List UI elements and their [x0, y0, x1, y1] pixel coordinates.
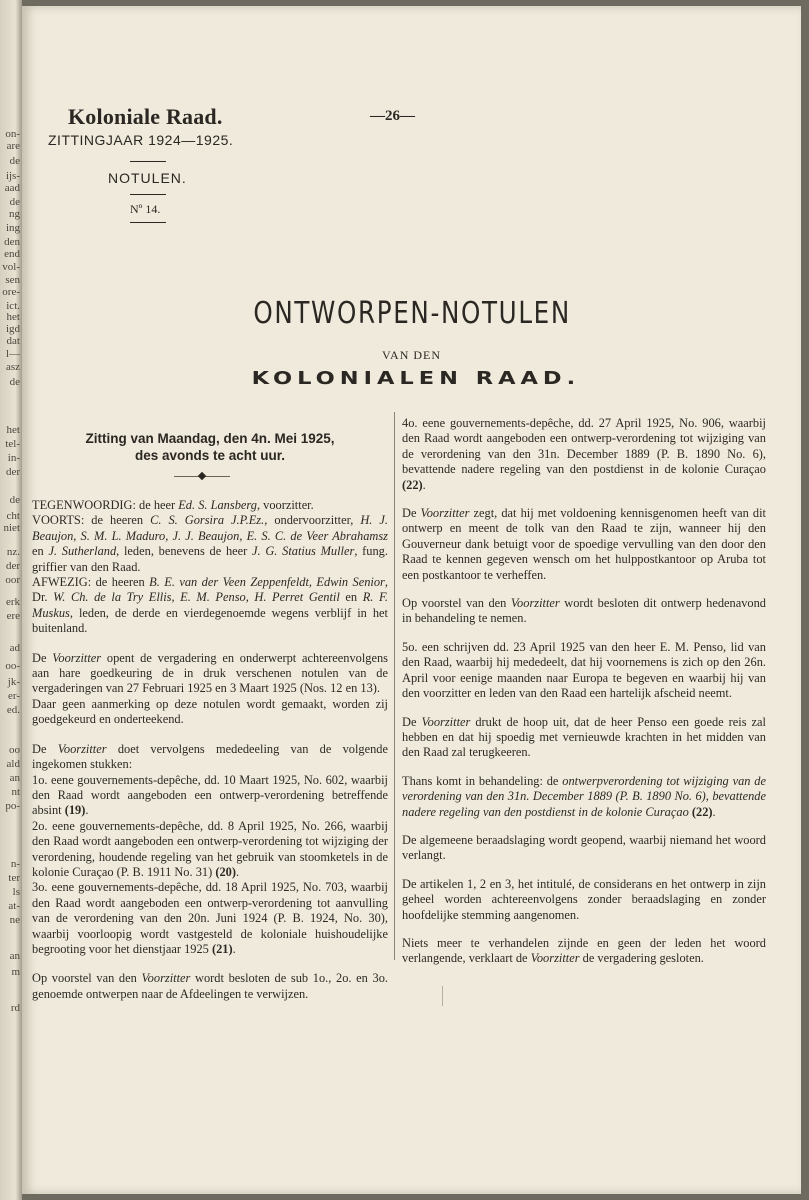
paragraph-text: doet vervolgens mededeeling van de volgende ingekomen stukken: — [32, 741, 388, 772]
paragraph-text: , leden, benevens de heer — [116, 544, 252, 559]
edge-fragment: po- — [5, 800, 20, 812]
edge-fragment: ijs- — [5, 170, 20, 182]
edge-fragment: igd — [5, 323, 20, 335]
document-reference: (22) — [691, 804, 713, 819]
paragraph-text: Thans komt in behandeling: de — [402, 773, 563, 788]
paragraph-text: drukt de hoop uit, dat de heer Penso een goede reis zal hebben en dat hij spoedig met vernieuwde krachten in het midden van den Raad zal terugkeeren. — [402, 714, 766, 760]
edge-fragment: de — [9, 376, 20, 388]
edge-fragment: asz — [5, 361, 20, 373]
council-title: Koloniale Raad. — [68, 104, 223, 129]
italic-name: Voorzitter — [57, 741, 107, 756]
edge-fragment: n- — [10, 858, 20, 870]
paragraph-text: 3o. eene gouvernements-depêche, dd. 18 April 1925, No. 703, waarbij den Raad wordt aangeboden een ontwerp-verordening tot aanvulling van de verordening van den 20n. Juni 1924 (P. B. 1924, No. 30), waarbij voorloopig wordt vastgesteld de koloniale huishoudelijke begrooting voor het dienstjaar 1925 — [32, 880, 388, 956]
paragraph-text: en — [32, 544, 49, 559]
header-rule — [130, 222, 166, 223]
left-column — [32, 498, 388, 1002]
paragraph — [32, 880, 388, 957]
page-number: —26— — [370, 108, 415, 124]
paragraph-text: 1o. eene gouvernements-depêche, dd. 10 Maart 1925, No. 602, waarbij den Raad wordt aangeboden een ontwerp-verordening betreffende absint — [32, 772, 388, 818]
document-reference: (19) — [64, 803, 86, 818]
italic-name: Voorzitter — [141, 971, 191, 986]
paragraph — [402, 715, 766, 761]
paragraph-text: en — [339, 590, 363, 605]
edge-fragment: at- — [8, 900, 20, 912]
italic-name: C. S. Gorsira J.P.Ez., — [150, 513, 275, 528]
edge-fragment: de — [9, 196, 20, 208]
paragraph-text: . — [232, 941, 236, 956]
edge-fragment: end — [4, 248, 20, 260]
edge-fragment: ict. — [6, 300, 20, 312]
italic-name: Ed. S. Lansberg — [178, 498, 257, 512]
edge-fragment: het — [6, 424, 20, 436]
paragraph-text: De algemeene beraadslaging wordt geopend, waarbij niemand het woord verlangt. — [402, 832, 766, 863]
paragraph — [402, 506, 766, 583]
document-reference: (21) — [211, 941, 233, 956]
paragraph-text: zegt, dat hij met voldoening kennisgenomen heeft van dit ontwerp en meent de tolk van den Raad te zijn, wanneer hij den Gouverneur dank betuigt voor de spoedige vervulling van den door den Raad te kennen gegeven wensch om het hulppostkantoor op Aruba tot een postkantoor te verheffen. — [402, 506, 767, 582]
edge-fragment: l— — [5, 348, 20, 360]
paragraph — [32, 575, 388, 637]
edge-fragment: on- — [5, 128, 20, 140]
paragraph — [32, 971, 388, 1002]
paragraph — [32, 773, 388, 819]
document-reference: (20) — [215, 864, 236, 879]
italic-name: ontwerpverordening tot wijziging van de verordening van den 31n. December 1889 (P. B. 1890 No. 6), bevattende nadere regeling van den postdienst in de kolonie Curaçao — [402, 773, 766, 819]
edge-fragment: ald — [6, 758, 20, 770]
paragraph-text: De — [32, 741, 58, 756]
sitting-date-line: Zitting van Maandag, den 4n. Mei 1925, — [85, 431, 335, 446]
paragraph-text: De artikelen 1, 2 en 3, het intitulé, de considerans en het ontwerp in zijn geheel worden achtereenvolgens zonder beraadslaging en zonder hoofdelijke stemming aangenomen. — [402, 876, 766, 922]
masthead-subtitle: VAN DEN — [381, 348, 442, 362]
paper-mark — [442, 986, 443, 1006]
paragraph-text: De — [32, 650, 53, 665]
italic-name: Voorzitter — [420, 506, 470, 521]
paragraph-text: AFWEZIG: de heeren — [32, 575, 150, 590]
edge-fragment: ter — [8, 872, 20, 884]
paragraph — [32, 651, 388, 697]
ornament-divider — [174, 472, 230, 482]
paragraph — [32, 498, 388, 513]
edge-fragment: ng — [9, 208, 20, 220]
edge-fragment: nz. — [6, 546, 20, 558]
paragraph — [32, 513, 388, 575]
paragraph-text: . — [712, 804, 716, 819]
paragraph-text: De — [402, 714, 422, 729]
previous-page-edge — [0, 0, 22, 1200]
edge-fragment: sen — [5, 274, 20, 286]
sitting-heading — [32, 430, 388, 464]
paragraph — [402, 936, 766, 967]
italic-name: R. F. Muskus — [32, 590, 389, 620]
paragraph-text: , fung. griffier van den Raad. — [32, 544, 388, 574]
edge-fragment: m — [11, 966, 20, 978]
paragraph-text: Daar geen aanmerking op deze notulen wordt gemaakt, worden zij goedgekeurd en onderteekend. — [32, 696, 388, 727]
edge-fragment: jk- — [7, 676, 20, 688]
masthead-title: ONTWORPEN-NOTULEN — [253, 296, 571, 331]
italic-name: H. J. Beaujon, S. M. L. Maduro, J. J. Beaujon, E. S. C. de Veer Abrahamsz — [32, 513, 389, 543]
edge-fragment: ere — [6, 610, 20, 622]
paragraph-text: wordt besloten de sub 1o., 2o. en 3o. genoemde ontwerpen naar de Afdeelingen te verwijzen. — [32, 971, 388, 1001]
header-rule — [130, 161, 166, 162]
edge-fragment: ne — [9, 914, 20, 926]
edge-fragment: are — [6, 140, 20, 152]
paragraph — [32, 819, 388, 881]
edge-fragment: ing — [5, 222, 20, 234]
edge-fragment: in- — [7, 452, 20, 464]
italic-name: J. Sutherland — [48, 544, 117, 559]
issue-number: Nº 14. — [130, 202, 161, 216]
paragraph-text: De — [402, 506, 421, 521]
edge-fragment: der — [5, 466, 20, 478]
italic-name: W. Ch. de la Try Ellis, E. M. Penso, H. Perret Gentil — [53, 590, 340, 605]
paragraph — [402, 833, 766, 864]
edge-fragment: an — [9, 950, 20, 962]
paragraph-text: . — [235, 864, 240, 879]
edge-fragment: ad — [9, 642, 20, 654]
paragraph-text: , leden, de derde en vierdegenoemde wegens verblijf in het buitenland. — [32, 605, 388, 636]
italic-name: Voorzitter — [52, 650, 102, 665]
column-divider — [394, 412, 395, 960]
edge-fragment: oo — [9, 744, 20, 756]
paragraph-text: 4o. eene gouvernements-depêche, dd. 27 April 1925, No. 906, waarbij den Raad wordt aangeboden een ontwerp-verordening tot wijziging van de verordening van den 31n. December 1889 (P. B. 1890 No. 6), bevattende nadere regeling van den postdienst in de kolonie Curaçao — [402, 416, 766, 477]
masthead-body-name: KOLONIALEN RAAD. — [251, 368, 581, 389]
paragraph — [402, 416, 766, 493]
edge-fragment: de — [9, 494, 20, 506]
paragraph — [402, 596, 766, 627]
document-page — [22, 6, 801, 1194]
paragraph-text: , voorzitter. — [256, 498, 314, 512]
header-rule — [130, 194, 166, 195]
paragraph-text: , Dr. — [32, 575, 388, 605]
paragraph — [402, 774, 766, 820]
paragraph-text: ondervoorzitter, — [274, 513, 361, 528]
paragraph-text: 2o. eene gouvernements-depêche, dd. 8 April 1925, No. 266, waarbij den Raad wordt aangeboden een ontwerp-verordening tot wijziging der verordening, houdende regeling van het gebruik van stoomketels in de kolonie Curaçao (P. B. 1911 No. 31) — [32, 818, 388, 879]
edge-fragment: het — [6, 311, 20, 323]
paragraph-text: opent de vergadering en onderwerpt achtereenvolgens aan hare goedkeuring de in druk verschenen notulen van de vergaderingen van 27 Februari 1925 en 3 Maart 1925 (Nos. 12 en 13). — [32, 650, 388, 696]
italic-name: Voorzitter — [530, 951, 580, 966]
paragraph-text: . — [422, 477, 426, 492]
edge-fragment: ed. — [6, 704, 20, 716]
edge-fragment: ls — [12, 886, 20, 898]
paragraph-text: Niets meer te verhandelen zijnde en geen der leden het woord verlangende, verklaart de — [402, 935, 766, 966]
edge-fragment: nt — [11, 786, 20, 798]
italic-name: J. G. Statius Muller — [252, 544, 355, 559]
italic-name: Voorzitter — [421, 714, 471, 729]
paragraph-text: de vergadering gesloten. — [579, 951, 704, 966]
edge-fragment: rd — [10, 1002, 20, 1014]
paragraph — [32, 742, 388, 773]
edge-fragment: erk — [5, 596, 20, 608]
edge-fragment: tel- — [5, 438, 20, 450]
edge-fragment: an — [9, 772, 20, 784]
paragraph — [402, 877, 766, 923]
edge-fragment: der — [5, 560, 20, 572]
edge-fragment: ore- — [2, 286, 20, 298]
paragraph-text: Op voorstel van den — [32, 971, 142, 986]
edge-fragment: den — [4, 236, 20, 248]
paragraph-text: Op voorstel van den — [402, 596, 511, 611]
edge-fragment: cht — [6, 510, 20, 522]
edge-fragment: oo- — [5, 660, 20, 672]
paragraph — [32, 697, 388, 728]
edge-fragment: oor — [5, 574, 20, 586]
sitting-time-line: des avonds te acht uur. — [134, 448, 286, 463]
paragraph-text: TEGENWOORDIG: de heer — [32, 498, 179, 512]
italic-name: Voorzitter — [510, 596, 560, 611]
paragraph — [402, 640, 766, 702]
paragraph-text: wordt besloten dit ontwerp hedenavond in behandeling te nemen. — [402, 596, 767, 626]
edge-fragment: aad — [4, 182, 20, 194]
document-reference: (22) — [402, 477, 423, 492]
right-column — [402, 416, 766, 967]
edge-fragment: de — [9, 155, 20, 167]
session-year: ZITTINGJAAR 1924—1925. — [48, 132, 234, 148]
paragraph-text: . — [85, 803, 89, 818]
edge-fragment: dat — [6, 335, 20, 347]
section-label: NOTULEN. — [108, 170, 187, 186]
edge-fragment: er- — [8, 690, 20, 702]
edge-fragment: niet — [3, 522, 20, 534]
edge-fragment: vol- — [2, 261, 20, 273]
paragraph-text: 5o. een schrijven dd. 23 April 1925 van den heer E. M. Penso, lid van den Raad, waarbij hij mededeelt, dat hij voornemens is zich op den 26n. April voor eenige maanden naar Europa te begeven en waarbij hij van den voorzitter en leden van den Raad een hartelijk afscheid neemt. — [402, 639, 766, 701]
italic-name: B. E. van der Veen Zeppenfeldt, Edwin Senior — [149, 575, 385, 590]
paragraph-text: VOORTS: de heeren — [32, 513, 151, 528]
